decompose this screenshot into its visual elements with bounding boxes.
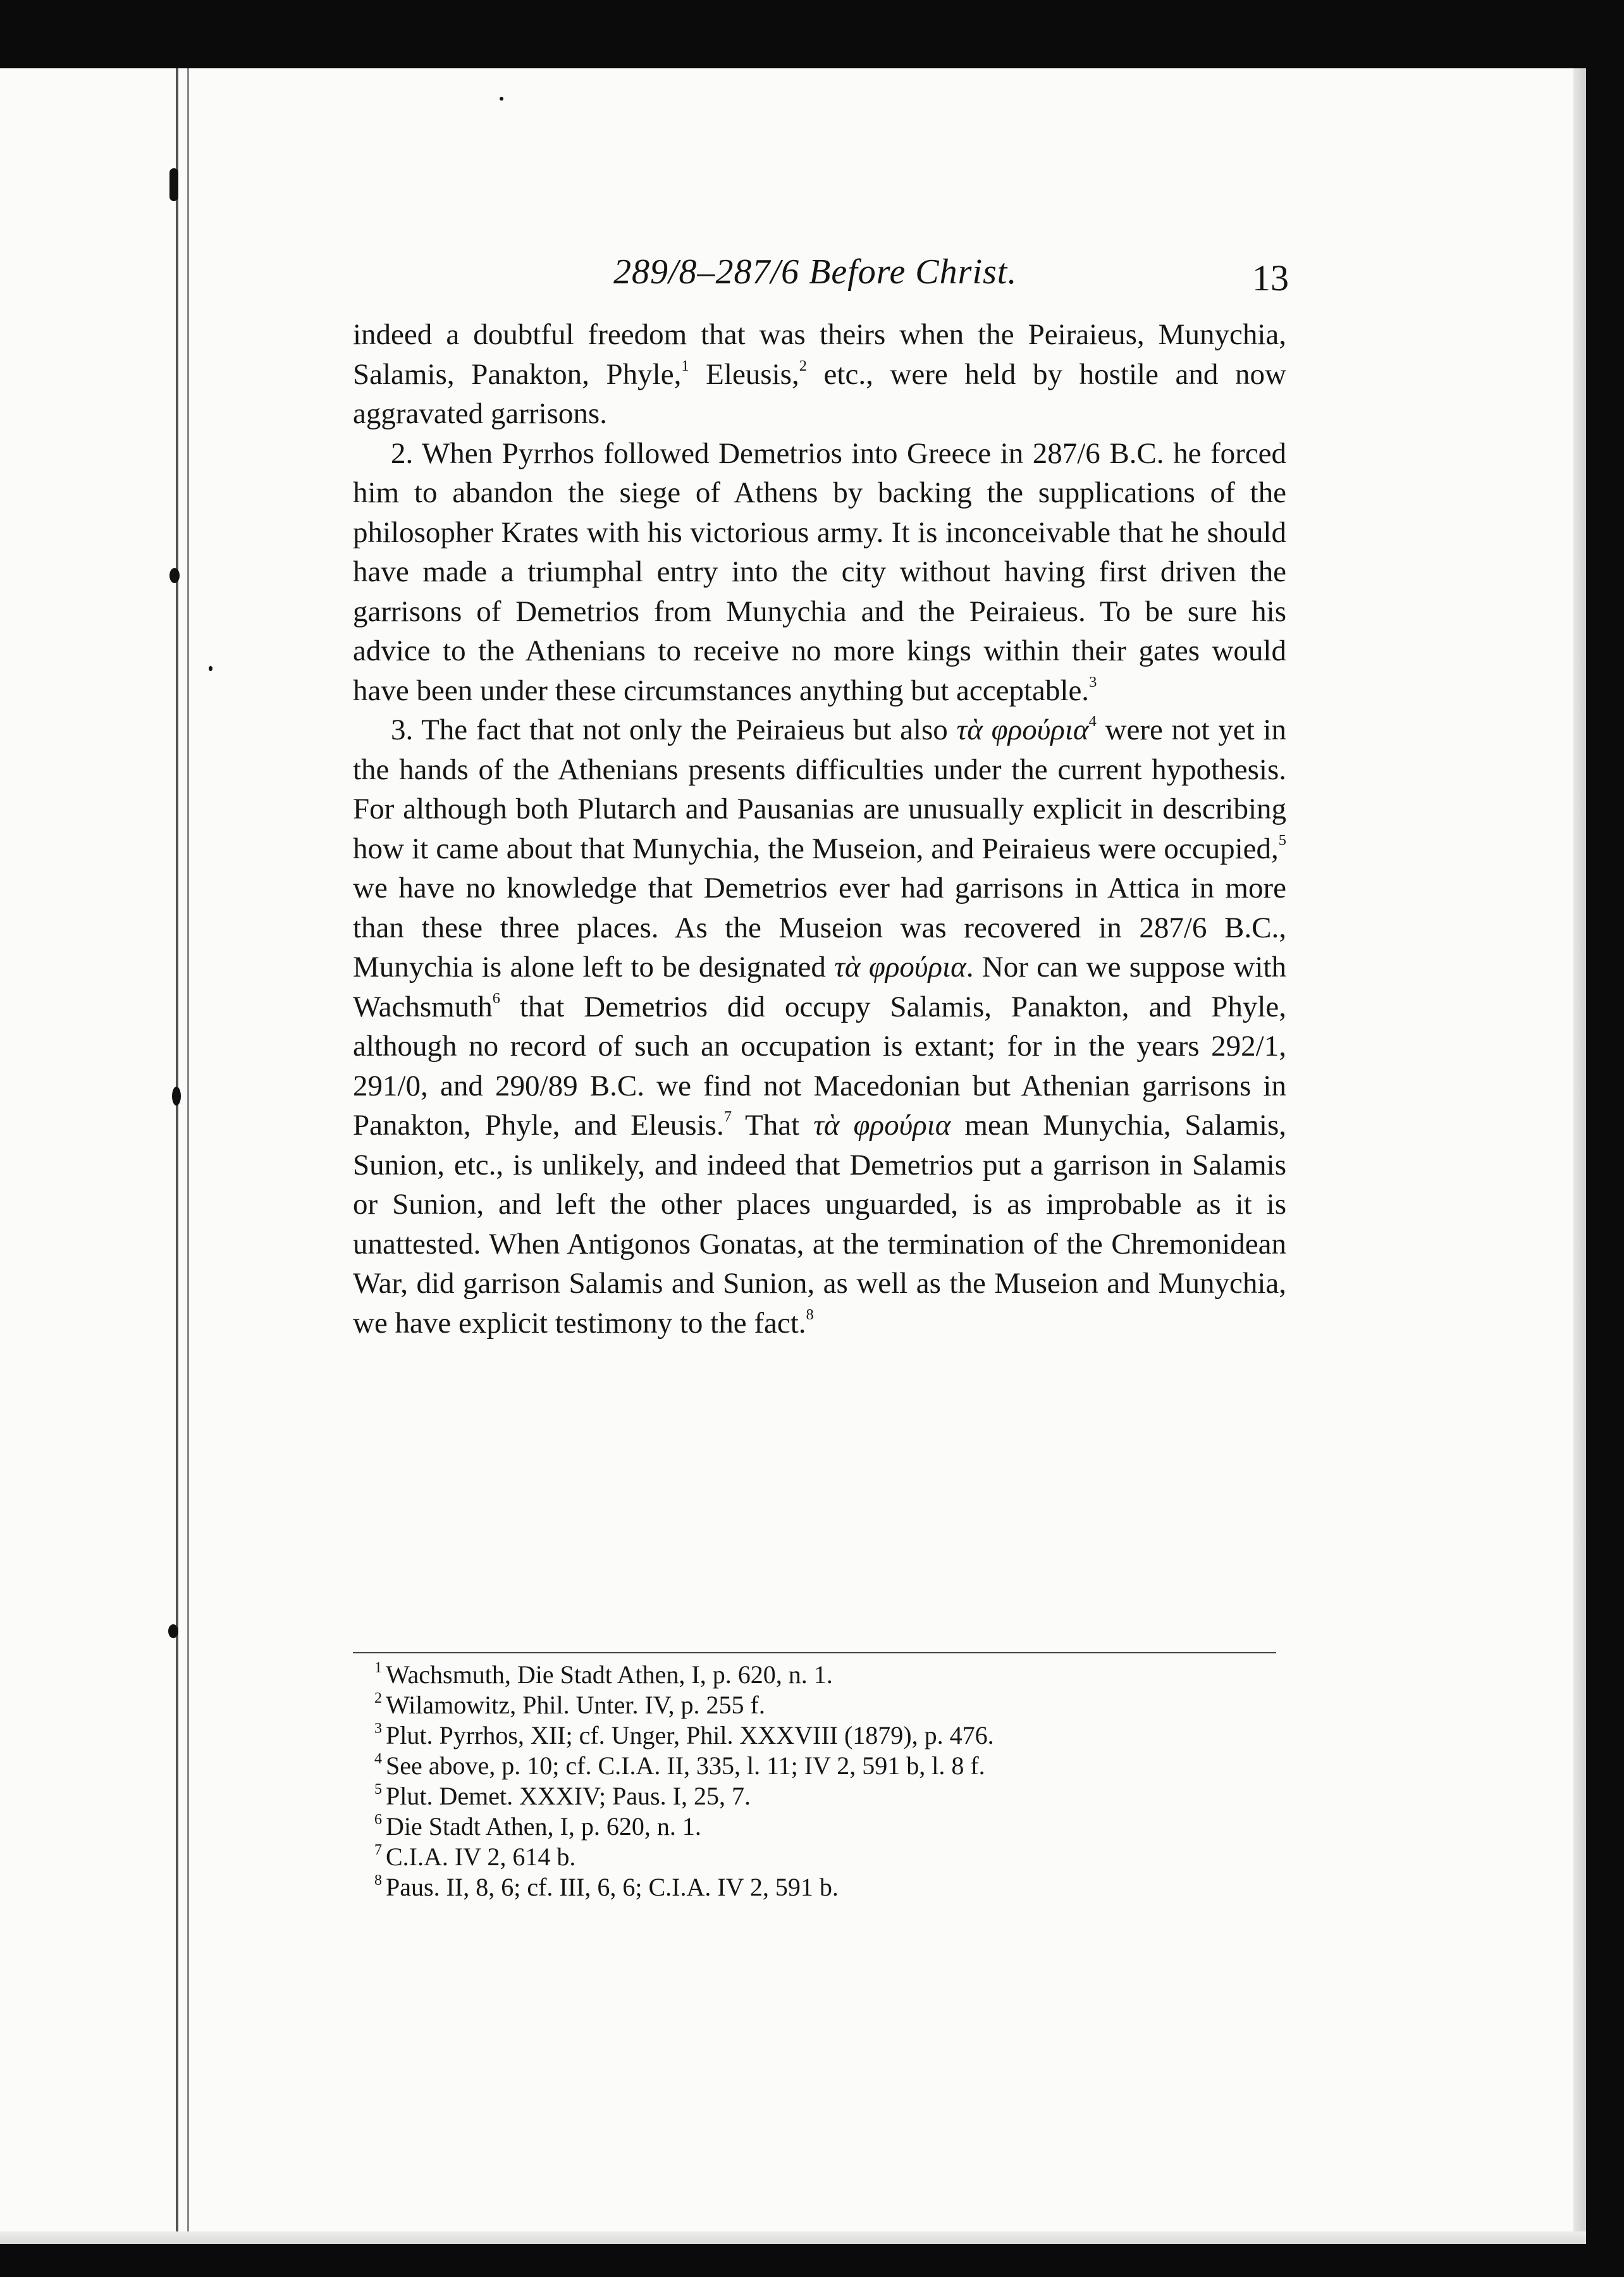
footnote-ref: 3	[1089, 673, 1097, 691]
footnote-ref: 2	[799, 357, 807, 374]
footnote-mark: 1	[374, 1660, 382, 1677]
footnote-mark: 6	[374, 1811, 382, 1829]
footnote-mark: 2	[374, 1690, 382, 1707]
text-run: 3. The fact that not only the Peiraieus but also	[391, 713, 957, 746]
footnote-mark: 3	[374, 1720, 382, 1737]
text-run: indeed a doubtful freedom that was theirs when the Peiraieus, Munychia, Salamis, Panakton, Phyle,	[353, 318, 1286, 391]
footnote-text: C.I.A. IV 2, 614 b.	[386, 1842, 576, 1871]
margin-ink-mark	[168, 1624, 178, 1638]
footnote-text: See above, p. 10; cf. C.I.A. II, 335, l. 11; IV 2, 591 b, l. 8 f.	[386, 1751, 985, 1780]
text-run: etc., were held by hostile and now aggravated garrisons.	[353, 357, 1286, 430]
page-header	[354, 252, 1290, 309]
greek-term: τὰ φρούρια	[834, 951, 966, 984]
footnote-text: Plut. Demet. XXXIV; Paus. I, 25, 7.	[386, 1782, 751, 1810]
footnote-mark: 4	[374, 1751, 382, 1768]
footnote-ref: 7	[723, 1108, 732, 1126]
footnote-text: Wilamowitz, Phil. Unter. IV, p. 255 f.	[386, 1691, 765, 1719]
footnote-text: Paus. II, 8, 6; cf. III, 6, 6; C.I.A. IV 2, 591 b.	[386, 1873, 839, 1901]
footnote-rule	[353, 1652, 1276, 1653]
footnote-mark: 8	[374, 1872, 382, 1889]
footnote-ref: 4	[1088, 713, 1097, 731]
footnote-ref: 5	[1278, 831, 1286, 849]
footnote	[374, 1751, 1260, 1781]
running-head: 289/8–287/6 Before Christ.	[613, 252, 1018, 292]
footnote	[374, 1842, 1260, 1872]
margin-ink-mark	[169, 168, 178, 201]
margin-ink-mark	[169, 568, 180, 583]
text-run: we have no knowledge that Demetrios ever had garrisons in Attica in more than these three places. As the Museion was recovered in 287/6 B.C., Munychia is alone left to be designated	[353, 872, 1286, 984]
gutter-line	[176, 68, 178, 2244]
paragraph	[353, 434, 1286, 711]
footnote-mark: 7	[374, 1842, 382, 1859]
footnote	[374, 1781, 1260, 1811]
footnote	[374, 1720, 1260, 1751]
text-run: . Nor can we suppose with Wachsmuth	[353, 951, 1286, 1023]
footnote	[374, 1690, 1260, 1720]
footnote-ref: 1	[681, 357, 689, 374]
page-edge-shadow	[1573, 68, 1586, 2244]
margin-ink-mark	[209, 666, 212, 671]
footnote-text: Wachsmuth, Die Stadt Athen, I, p. 620, n. 1.	[386, 1660, 833, 1689]
text-run: That	[731, 1109, 814, 1142]
text-run: that Demetrios did occupy Salamis, Panakton, and Phyle, although no record of such an occupation is extant; for in the years 292/1, 291/0, and 290/89 B.C. we find not Macedonian but Athenian garrisons in Panakton, Phyle, and Eleusis.	[353, 990, 1286, 1142]
paragraph	[353, 315, 1286, 434]
page-bottom-shadow	[0, 2231, 1586, 2244]
page-number: 13	[1252, 257, 1289, 299]
footnote-ref: 8	[806, 1305, 814, 1323]
footnote-text: Plut. Pyrrhos, XII; cf. Unger, Phil. XXXVIII (1879), p. 476.	[386, 1721, 994, 1749]
body-text	[353, 315, 1286, 1343]
margin-ink-mark	[500, 97, 503, 101]
footnote	[374, 1660, 1260, 1690]
footnote	[374, 1811, 1260, 1842]
footnotes	[374, 1660, 1260, 1903]
text-run: 2. When Pyrrhos followed Demetrios into Greece in 287/6 B.C. he forced him to abandon the siege of Athens by backing the supplications of the philosopher Krates with his victorious army. It is inconceivable that he should have made a triumphal entry into the city without having first driven the garrisons of Demetrios from Munychia and the Peiraieus. To be sure his advice to the Athenians to receive no more kings within their gates would have been under these circumstances anything but acceptable.	[353, 436, 1286, 707]
gutter-line-secondary	[187, 68, 189, 2244]
text-run: were not yet in the hands of the Athenians presents difficulties under the current hypothesis. For although both Plutarch and Pausanias are unusually explicit in describing how it came about that Munychia, the Museion, and Peiraieus were occupied,	[353, 713, 1286, 865]
footnote-text: Die Stadt Athen, I, p. 620, n. 1.	[386, 1812, 701, 1841]
paragraph	[353, 710, 1286, 1343]
text-run: Eleusis,	[689, 357, 799, 391]
margin-ink-mark	[172, 1087, 181, 1106]
greek-term: τὰ φρούρια	[956, 713, 1089, 746]
footnote	[374, 1872, 1260, 1903]
greek-term: τὰ φρούρια	[813, 1109, 951, 1142]
footnote-ref: 6	[492, 989, 500, 1007]
text-run: mean Munychia, Salamis, Sunion, etc., is unlikely, and indeed that Demetrios put a garrison in Salamis or Sunion, and left the other places unguarded, is as improbable as it is unattested. When Antigonos Gonatas, at the termination of the Chremonidean War, did garrison Salamis and Sunion, as well as the Museion and Munychia, we have explicit testimony to the fact.	[353, 1109, 1287, 1340]
footnote-mark: 5	[374, 1781, 382, 1798]
